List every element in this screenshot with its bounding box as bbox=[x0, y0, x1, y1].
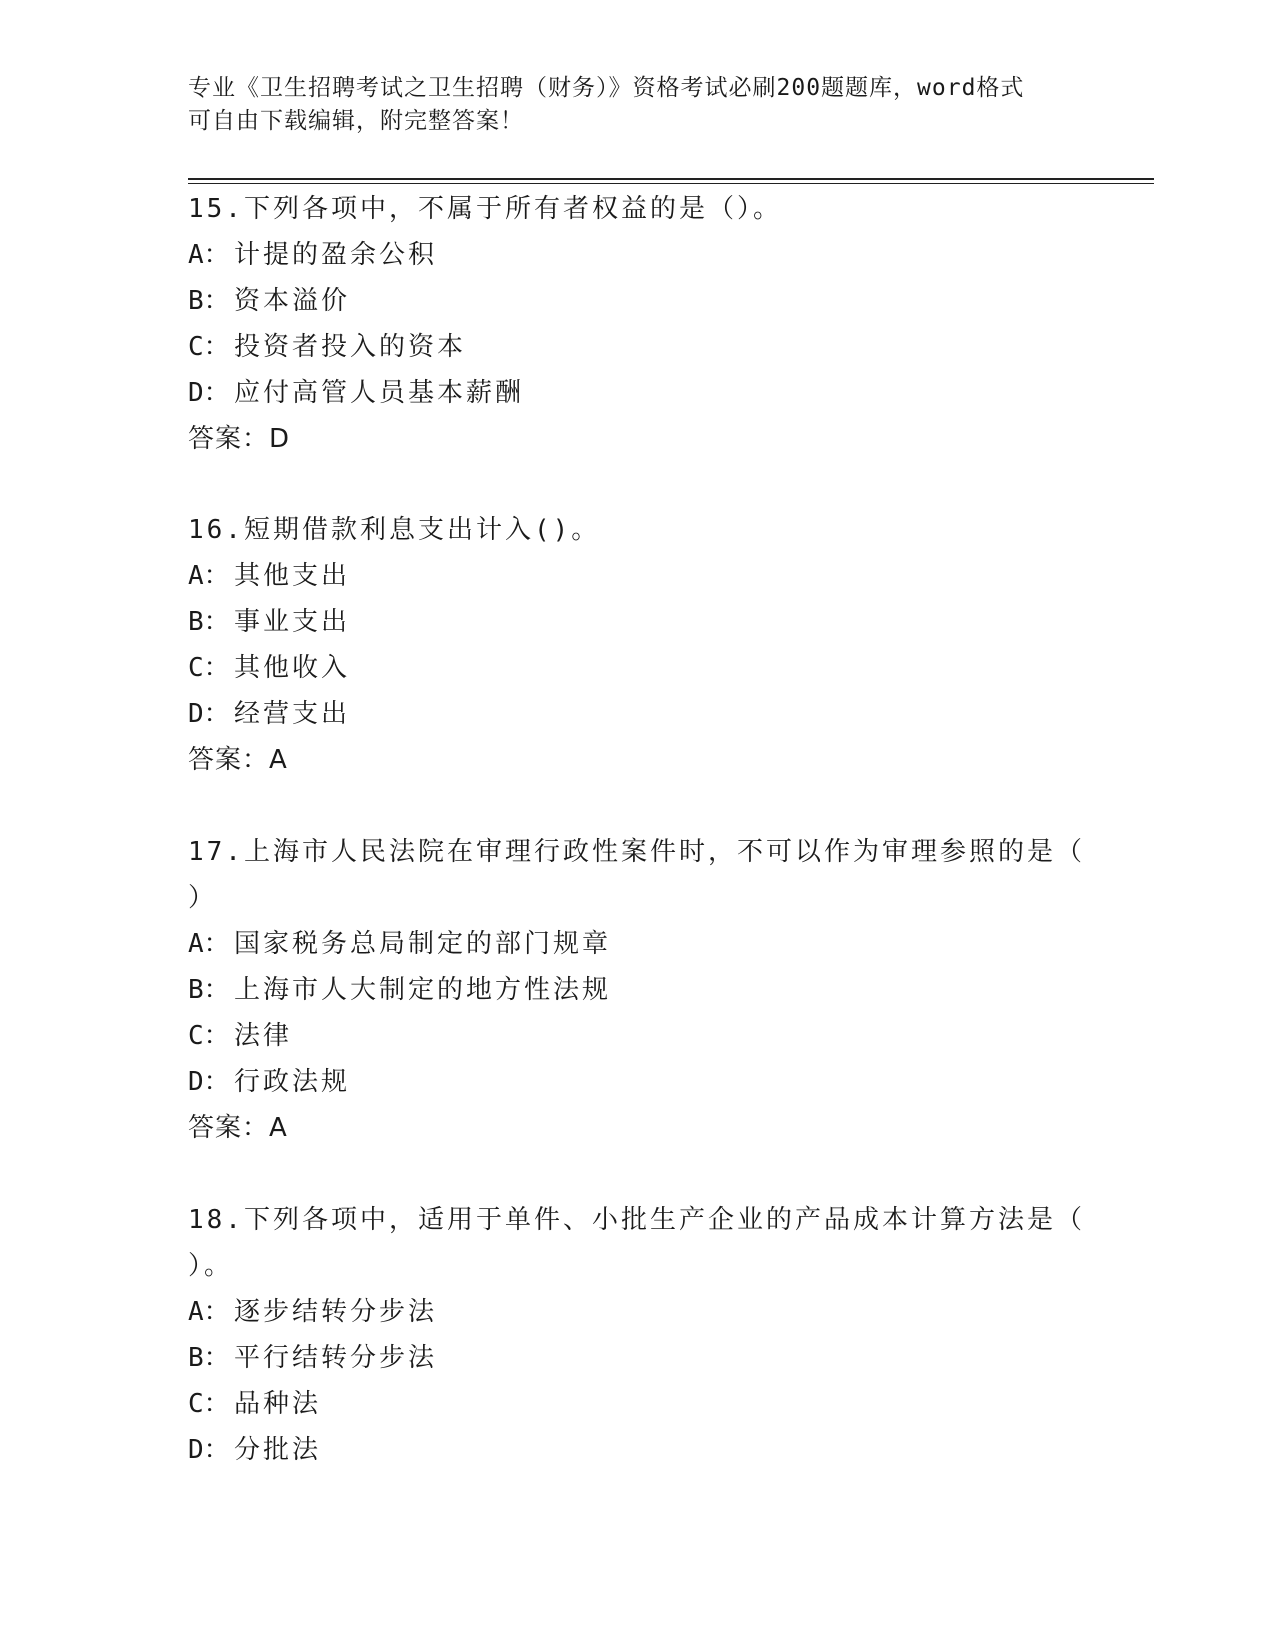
option-text: 应付高管人员基本薪酬 bbox=[234, 378, 525, 408]
option-key: D： bbox=[188, 1067, 230, 1097]
header-line-2: 可自由下载编辑，附完整答案！ bbox=[188, 108, 524, 134]
option-text: 品种法 bbox=[234, 1389, 322, 1419]
header-line-1: 专业《卫生招聘考试之卫生招聘（财务）》资格考试必刷200题题库，word格式 bbox=[188, 75, 1025, 101]
option-b bbox=[188, 278, 1088, 324]
header-divider-top bbox=[188, 178, 1154, 180]
option-text: 其他收入 bbox=[234, 653, 351, 683]
option-c bbox=[188, 1381, 1088, 1427]
option-text: 事业支出 bbox=[234, 607, 351, 637]
option-b bbox=[188, 1335, 1088, 1381]
option-b bbox=[188, 967, 1088, 1013]
option-text: 分批法 bbox=[234, 1435, 322, 1465]
option-key: C： bbox=[188, 332, 230, 362]
option-key: A： bbox=[188, 929, 230, 959]
option-key: A： bbox=[188, 1297, 230, 1327]
option-text: 其他支出 bbox=[234, 561, 351, 591]
option-text: 上海市人大制定的地方性法规 bbox=[234, 975, 612, 1005]
option-text: 法律 bbox=[234, 1021, 293, 1051]
option-text: 逐步结转分步法 bbox=[234, 1297, 438, 1327]
option-text: 国家税务总局制定的部门规章 bbox=[234, 929, 612, 959]
option-key: C： bbox=[188, 1021, 230, 1051]
option-a bbox=[188, 1289, 1088, 1335]
option-text: 经营支出 bbox=[234, 699, 351, 729]
question-15 bbox=[188, 186, 1088, 462]
option-text: 计提的盈余公积 bbox=[234, 240, 438, 270]
question-17 bbox=[188, 829, 1088, 1151]
answer: 答案：A bbox=[188, 1113, 288, 1143]
option-a bbox=[188, 553, 1088, 599]
option-key: D： bbox=[188, 699, 230, 729]
header-divider-bottom bbox=[188, 183, 1154, 184]
option-key: D： bbox=[188, 1435, 230, 1465]
option-text: 平行结转分步法 bbox=[234, 1343, 438, 1373]
option-key: A： bbox=[188, 561, 230, 591]
question-16 bbox=[188, 507, 1088, 783]
option-d bbox=[188, 370, 1088, 416]
option-d bbox=[188, 1059, 1088, 1105]
option-c bbox=[188, 645, 1088, 691]
answer: 答案：D bbox=[188, 424, 291, 454]
question-title: 17.上海市人民法院在审理行政性案件时，不可以作为审理参照的是（ bbox=[188, 837, 1085, 867]
option-a bbox=[188, 232, 1088, 278]
option-text: 投资者投入的资本 bbox=[234, 332, 467, 362]
question-title: 16.短期借款利息支出计入()。 bbox=[188, 515, 601, 545]
option-key: B： bbox=[188, 286, 230, 316]
question-title-continued: ）。 bbox=[188, 1251, 234, 1281]
question-title: 18.下列各项中，适用于单件、小批生产企业的产品成本计算方法是（ bbox=[188, 1205, 1085, 1235]
option-a bbox=[188, 921, 1088, 967]
option-key: A： bbox=[188, 240, 230, 270]
option-key: B： bbox=[188, 607, 230, 637]
option-key: C： bbox=[188, 1389, 230, 1419]
option-text: 资本溢价 bbox=[234, 286, 351, 316]
document-header bbox=[188, 72, 1088, 138]
question-title: 15.下列各项中，不属于所有者权益的是（）。 bbox=[188, 194, 782, 224]
option-c bbox=[188, 324, 1088, 370]
option-text: 行政法规 bbox=[234, 1067, 351, 1097]
question-18 bbox=[188, 1197, 1088, 1473]
option-key: B： bbox=[188, 975, 230, 1005]
option-key: D： bbox=[188, 378, 230, 408]
option-d bbox=[188, 691, 1088, 737]
question-title-continued: ） bbox=[188, 883, 218, 913]
option-key: B： bbox=[188, 1343, 230, 1373]
option-key: C： bbox=[188, 653, 230, 683]
option-c bbox=[188, 1013, 1088, 1059]
answer: 答案：A bbox=[188, 745, 288, 775]
option-b bbox=[188, 599, 1088, 645]
option-d bbox=[188, 1427, 1088, 1473]
